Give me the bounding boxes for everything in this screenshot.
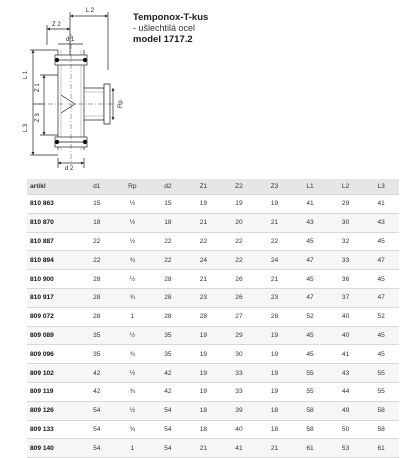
table-cell-l2: 37: [328, 288, 364, 307]
table-cell-z3: 21: [257, 213, 293, 232]
article-number-cell: 809 072: [27, 307, 79, 326]
table-header-row: [27, 179, 399, 195]
table-cell-l2: 49: [328, 401, 364, 420]
column-header-z3: Z3: [257, 179, 293, 195]
table-cell-z3: 18: [257, 401, 293, 420]
table-cell-z1: 19: [186, 195, 222, 214]
table-cell-l3: 61: [363, 439, 399, 458]
table-cell-rp: ½: [115, 326, 151, 345]
table-cell-d2: 22: [150, 251, 186, 270]
table-cell-z2: 33: [221, 364, 257, 383]
table-cell-z3: 28: [257, 307, 293, 326]
table-cell-rp: ½: [115, 270, 151, 289]
table-cell-d1: 35: [79, 345, 115, 364]
table-cell-d1: 35: [79, 326, 115, 345]
table-cell-rp: ½: [115, 401, 151, 420]
table-cell-d1: 22: [79, 232, 115, 251]
table-cell-d1: 54: [79, 401, 115, 420]
article-number-cell: 809 133: [27, 420, 79, 439]
table-cell-d2: 54: [150, 439, 186, 458]
table-cell-rp: ¾: [115, 345, 151, 364]
table-cell-l1: 45: [292, 270, 328, 289]
table-cell-l2: 36: [328, 270, 364, 289]
table-cell-z1: 19: [186, 382, 222, 401]
table-cell-l2: 44: [328, 382, 364, 401]
table-row: [27, 326, 399, 345]
table-cell-z2: 29: [221, 326, 257, 345]
table-cell-z2: 22: [221, 251, 257, 270]
table-row: [27, 195, 399, 214]
dimensions-table: [27, 179, 399, 458]
label-d1: d 1: [66, 37, 75, 43]
table-cell-rp: 1: [115, 439, 151, 458]
article-number-cell: 809 126: [27, 401, 79, 420]
table-cell-l2: 50: [328, 420, 364, 439]
table-cell-z3: 23: [257, 288, 293, 307]
table-cell-z1: 21: [186, 270, 222, 289]
article-number-cell: 810 894: [27, 251, 79, 270]
table-row: [27, 345, 399, 364]
label-l3: L 3: [23, 123, 29, 132]
product-subtitle: - ušlechtilá ocel: [133, 23, 196, 33]
table-cell-z2: 26: [221, 270, 257, 289]
article-number-cell: 809 089: [27, 326, 79, 345]
table-cell-l3: 58: [363, 401, 399, 420]
table-cell-l3: 45: [363, 326, 399, 345]
table-cell-z1: 28: [186, 307, 222, 326]
table-cell-l1: 55: [292, 382, 328, 401]
table-cell-rp: ½: [115, 195, 151, 214]
table-body: [27, 195, 399, 458]
table-cell-l3: 41: [363, 195, 399, 214]
table-cell-z2: 39: [221, 401, 257, 420]
article-number-cell: 809 119: [27, 382, 79, 401]
column-header-z2: Z2: [221, 179, 257, 195]
table-cell-z3: 21: [257, 439, 293, 458]
table-cell-d2: 28: [150, 307, 186, 326]
table-cell-l1: 47: [292, 288, 328, 307]
table-cell-l2: 30: [328, 213, 364, 232]
table-cell-z2: 30: [221, 345, 257, 364]
table-row: [27, 251, 399, 270]
t-piece-drawing: [0, 0, 130, 172]
column-header-artikl: artikl: [27, 179, 79, 195]
table-cell-l1: 41: [292, 195, 328, 214]
table-cell-d2: 35: [150, 326, 186, 345]
table-cell-rp: ½: [115, 232, 151, 251]
table-cell-z1: 19: [186, 364, 222, 383]
table-cell-z2: 19: [221, 195, 257, 214]
table-cell-z2: 40: [221, 420, 257, 439]
table-cell-d2: 35: [150, 345, 186, 364]
article-number-cell: 810 863: [27, 195, 79, 214]
table-cell-l1: 61: [292, 439, 328, 458]
table-cell-l2: 32: [328, 232, 364, 251]
table-cell-z2: 26: [221, 288, 257, 307]
table-cell-d1: 22: [79, 251, 115, 270]
table-cell-rp: ½: [115, 364, 151, 383]
table-cell-z2: 41: [221, 439, 257, 458]
table-cell-z3: 18: [257, 420, 293, 439]
table-cell-z3: 19: [257, 326, 293, 345]
article-number-cell: 810 900: [27, 270, 79, 289]
table-cell-l3: 45: [363, 232, 399, 251]
table-cell-l1: 58: [292, 401, 328, 420]
label-z1: Z 1: [35, 83, 41, 92]
table-cell-l3: 43: [363, 213, 399, 232]
table-cell-z1: 22: [186, 232, 222, 251]
table-cell-rp: ¾: [115, 288, 151, 307]
table-row: [27, 401, 399, 420]
table-row: [27, 439, 399, 458]
product-model: model 1717.2: [133, 34, 193, 45]
table-cell-z1: 19: [186, 345, 222, 364]
table-cell-rp: ½: [115, 213, 151, 232]
article-number-cell: 810 870: [27, 213, 79, 232]
table-cell-l2: 41: [328, 345, 364, 364]
table-cell-d1: 28: [79, 288, 115, 307]
table-row: [27, 232, 399, 251]
table-cell-z3: 22: [257, 232, 293, 251]
label-z3: Z 3: [35, 113, 41, 122]
product-title-block: [133, 12, 208, 45]
table-cell-d2: 28: [150, 288, 186, 307]
label-d2: d 2: [65, 166, 74, 172]
table-cell-z2: 20: [221, 213, 257, 232]
table-cell-z1: 24: [186, 251, 222, 270]
table-cell-z2: 33: [221, 382, 257, 401]
table-cell-rp: 1: [115, 307, 151, 326]
column-header-d1: d1: [79, 179, 115, 195]
table-row: [27, 364, 399, 383]
table-cell-l1: 47: [292, 251, 328, 270]
article-number-cell: 809 140: [27, 439, 79, 458]
table-cell-d1: 15: [79, 195, 115, 214]
table-cell-d2: 42: [150, 382, 186, 401]
table-cell-d1: 18: [79, 213, 115, 232]
table-cell-l1: 43: [292, 213, 328, 232]
column-header-l1: L1: [292, 179, 328, 195]
table-cell-l1: 58: [292, 420, 328, 439]
column-header-l2: L2: [328, 179, 364, 195]
table-cell-z3: 19: [257, 364, 293, 383]
table-cell-d2: 18: [150, 213, 186, 232]
table-cell-rp: ¾: [115, 420, 151, 439]
product-title: Temponox-T-kus: [133, 12, 209, 23]
table-cell-d1: 28: [79, 270, 115, 289]
table-cell-l3: 58: [363, 420, 399, 439]
article-number-cell: 810 917: [27, 288, 79, 307]
table-cell-l3: 55: [363, 364, 399, 383]
table-cell-l2: 33: [328, 251, 364, 270]
table-cell-d1: 42: [79, 382, 115, 401]
table-cell-l2: 29: [328, 195, 364, 214]
table-cell-d2: 54: [150, 401, 186, 420]
table-cell-l1: 45: [292, 232, 328, 251]
column-header-z1: Z1: [186, 179, 222, 195]
table-cell-d2: 28: [150, 270, 186, 289]
table-cell-z3: 19: [257, 195, 293, 214]
article-number-cell: 810 887: [27, 232, 79, 251]
table-cell-d1: 54: [79, 439, 115, 458]
table-cell-z3: 21: [257, 270, 293, 289]
table-cell-l2: 43: [328, 364, 364, 383]
table-cell-rp: ¾: [115, 251, 151, 270]
table-row: [27, 382, 399, 401]
table-cell-z1: 23: [186, 288, 222, 307]
article-number-cell: 809 102: [27, 364, 79, 383]
table-cell-l1: 45: [292, 345, 328, 364]
table-cell-d1: 28: [79, 307, 115, 326]
table-cell-l1: 55: [292, 364, 328, 383]
table-cell-z1: 18: [186, 401, 222, 420]
table-row: [27, 307, 399, 326]
table-cell-z1: 21: [186, 439, 222, 458]
label-rp: Rp: [118, 100, 124, 108]
table-cell-z1: 19: [186, 326, 222, 345]
column-header-l3: L3: [363, 179, 399, 195]
table-row: [27, 420, 399, 439]
table-cell-l3: 45: [363, 345, 399, 364]
table-cell-l2: 53: [328, 439, 364, 458]
table-cell-d2: 54: [150, 420, 186, 439]
table-row: [27, 270, 399, 289]
table-cell-z2: 27: [221, 307, 257, 326]
table-cell-z3: 19: [257, 382, 293, 401]
table-cell-l2: 40: [328, 326, 364, 345]
table-cell-l3: 52: [363, 307, 399, 326]
table-cell-z2: 22: [221, 232, 257, 251]
table-cell-d1: 54: [79, 420, 115, 439]
article-number-cell: 809 096: [27, 345, 79, 364]
table-cell-d1: 42: [79, 364, 115, 383]
column-header-rp: Rp: [115, 179, 151, 195]
column-header-d2: d2: [150, 179, 186, 195]
table-cell-d2: 15: [150, 195, 186, 214]
table-cell-l3: 55: [363, 382, 399, 401]
table-cell-z3: 24: [257, 251, 293, 270]
table-cell-l3: 45: [363, 270, 399, 289]
label-l1: L 1: [23, 70, 29, 79]
table-cell-l3: 47: [363, 251, 399, 270]
table-cell-z1: 21: [186, 213, 222, 232]
table-row: [27, 288, 399, 307]
table-cell-d2: 22: [150, 232, 186, 251]
table-cell-l1: 52: [292, 307, 328, 326]
table-cell-l3: 47: [363, 288, 399, 307]
table-cell-l2: 40: [328, 307, 364, 326]
label-l2: L 2: [86, 8, 95, 14]
table-cell-l1: 45: [292, 326, 328, 345]
table-cell-d2: 42: [150, 364, 186, 383]
label-z2: Z 2: [52, 22, 61, 28]
table-cell-z3: 19: [257, 345, 293, 364]
table-cell-z1: 18: [186, 420, 222, 439]
table-cell-rp: ¾: [115, 382, 151, 401]
table-row: [27, 213, 399, 232]
